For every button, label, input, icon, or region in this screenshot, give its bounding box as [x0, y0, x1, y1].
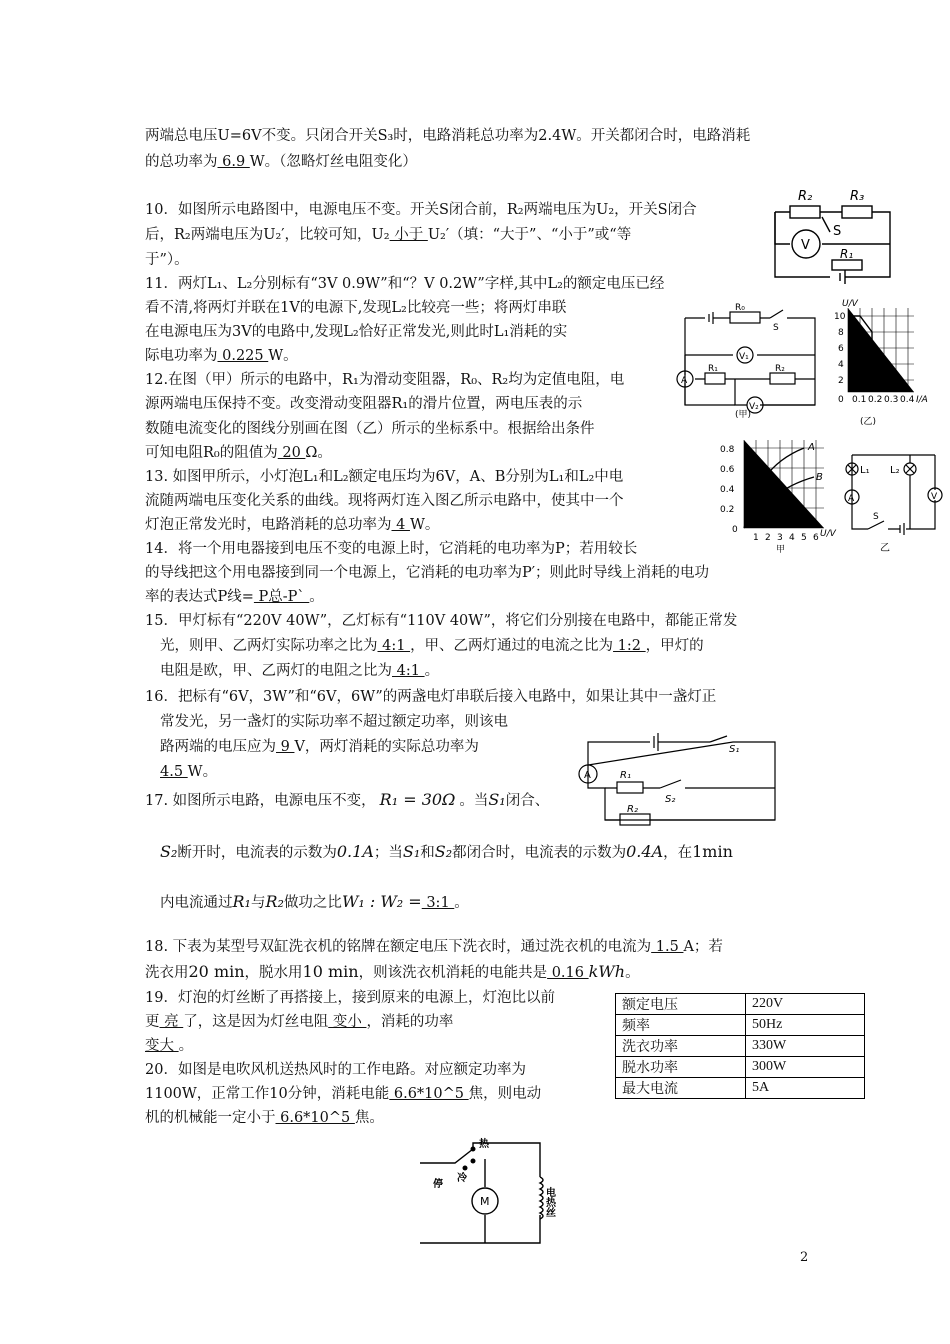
- q16-line-2: 常发光，另一盏灯的实际功率不超过额定功率，则该电: [160, 714, 508, 730]
- heater-label: 电热丝: [543, 1187, 555, 1217]
- table-row: 额定电压 220V: [616, 994, 865, 1015]
- fig-yi-label: (乙): [860, 417, 877, 427]
- q13-line-2: 流随两端电压变化关系的曲线。现将两灯连入图乙所示电路中，使其中一个: [145, 493, 624, 509]
- q10-circuit-figure: [770, 182, 900, 290]
- y-tick: 2: [838, 376, 844, 386]
- q11-line-4: 际电功率为 0.225 W。: [145, 348, 298, 364]
- fig-jia-label: 甲: [776, 545, 786, 555]
- q12-graph-figure: [820, 296, 938, 428]
- r1-label: R₁: [840, 247, 854, 261]
- q15-line-3: 电阻是欧，甲、乙两灯的电阻之比为 4:1 。: [160, 663, 440, 679]
- q15-line-1: 15．甲灯标有“220V 40W”，乙灯标有“110V 40W”，将它们分别接在电路中，都能正常发: [145, 613, 738, 629]
- x-tick: 0.2: [868, 395, 883, 405]
- q18-line-1: 18. 下表为某型号双缸洗衣机的铭牌在额定电压下洗衣时，通过洗衣机的电流为 1.5 A；若: [145, 939, 723, 955]
- v1-label: V₁: [739, 352, 749, 362]
- motor-label: M: [480, 1195, 490, 1208]
- y-tick: 0.2: [720, 505, 735, 515]
- r0-label: R₀: [735, 303, 745, 313]
- graph-x-unit: I/A: [916, 395, 928, 405]
- x-tick: 0.1: [852, 395, 867, 405]
- q16-line-1: 16．把标有“6V，3W”和“6V，6W”的两盏电灯串联后接入电路中，如果让其中一盏灯正: [145, 689, 717, 705]
- x-tick: 3: [777, 533, 783, 543]
- r2b-label: R₂: [775, 364, 785, 374]
- q17-circuit-figure: [575, 730, 785, 832]
- q17-line-2: S₂断开时，电流表的示数为0.1A；当S₁和S₂都闭合时，电流表的示数为0.4A，在1min: [160, 842, 733, 861]
- graph-x-unit: U/V: [820, 529, 836, 539]
- q20-line-1: 20．如图是电吹风机送热风时的工作电路。对应额定功率为: [145, 1062, 526, 1078]
- voltmeter-label: V: [931, 492, 938, 502]
- v2-label: V₂: [749, 402, 759, 412]
- table-row: 频率 50Hz: [616, 1015, 865, 1036]
- q12-line-2: 源两端电压保持不变。改变滑动变阻器R₁的滑片位置，两电压表的示: [145, 396, 583, 412]
- voltmeter-label: V: [801, 238, 810, 253]
- y-tick: 10: [834, 312, 846, 322]
- q17-line-3: 内电流通过R₁与R₂做功之比W₁ : W₂ = 3:1 。: [160, 892, 469, 911]
- q11-line-1: 11．两灯L₁、L₂分别标有“3V 0.9W”和“？V 0.2W”字样,其中L₂的额定电压已经: [145, 276, 665, 292]
- q13-line-1: 13. 如图甲所示，小灯泡L₁和L₂额定电压均为6V，A、B分别为L₁和L₂中电: [145, 469, 624, 485]
- q20-line-3: 机的机械能一定小于 6.6*10^5 焦。: [145, 1110, 384, 1126]
- s1-label: S₁: [729, 744, 740, 755]
- x-tick: 0.4: [900, 395, 915, 405]
- q16-line-4: 4.5 W。: [160, 764, 218, 780]
- fig-jia-label: (甲): [735, 410, 752, 418]
- l1-label: L₁: [860, 465, 870, 476]
- q11-line-3: 在电源电压为3V的电路中,发现L₂恰好正常发光,则此时L₁消耗的实: [145, 324, 568, 340]
- y-tick: 0.4: [720, 485, 735, 495]
- q19-line-2: 更 亮 了，这是因为灯丝电阻 变小 ，消耗的功率: [145, 1014, 454, 1030]
- q11-line-2: 看不清,将两灯并联在1V的电源下,发现L₂比较亮一些；将两灯串联: [145, 300, 567, 316]
- x-tick: 2: [765, 533, 771, 543]
- x-tick: 6: [813, 533, 819, 543]
- table-row: 最大电流 5A: [616, 1078, 865, 1099]
- q13-line-3: 灯泡正常发光时，电路消耗的总功率为 4 W。: [145, 517, 440, 533]
- q19-line-3: 变大 。: [145, 1038, 194, 1054]
- q18-line-2: 洗衣用20 min，脱水用10 min，则该洗衣机消耗的电能共是 0.16 kWh。: [145, 962, 640, 981]
- y-tick: 4: [838, 360, 844, 370]
- table-row: 脱水功率 300W: [616, 1057, 865, 1078]
- q13-circuit-figure: [840, 445, 945, 557]
- graph-y-unit: U/V: [842, 299, 858, 309]
- y-tick: 0: [838, 395, 844, 405]
- s-label: S: [833, 224, 842, 239]
- q14-line-1: 14．将一个用电器接到电压不变的电源上时，它消耗的电功率为P；若用较长: [145, 541, 638, 557]
- q20-hairdryer-figure: [415, 1135, 565, 1250]
- ammeter-label: A: [848, 494, 855, 504]
- q13-graph-figure: [714, 432, 840, 556]
- l2-label: L₂: [890, 465, 900, 476]
- r3-label: R₃: [850, 189, 865, 204]
- q15-line-2: 光，则甲、乙两灯实际功率之比为 4:1 ，甲、乙两灯通过的电流之比为 1:2 ，甲灯的: [160, 638, 704, 654]
- r1b-label: R₁: [708, 364, 718, 374]
- curve-b-label: B: [816, 472, 823, 483]
- r2-label: R₂: [627, 804, 638, 815]
- cold-label: 冷: [457, 1173, 467, 1184]
- q10-line-3: 于”）。: [145, 252, 189, 268]
- q12-line-1: 12.在图（甲）所示的电路中，R₁为滑动变阻器，R₀、R₂均为定值电阻，电: [145, 372, 625, 388]
- q20-line-2: 1100W，正常工作10分钟，消耗电能 6.6*10^5 焦，则电动: [145, 1086, 542, 1102]
- line-top-2: 的总功率为 6.9 W。（忽略灯丝电阻变化）: [145, 154, 417, 170]
- table-row: 洗衣功率 330W: [616, 1036, 865, 1057]
- x-tick: 0.3: [884, 395, 899, 405]
- q17-line-1: 17. 如图所示电路，电源电压不变， R₁ = 30Ω 。当S₁闭合、: [145, 790, 550, 809]
- q19-line-1: 19．灯泡的灯丝断了再搭接上，接到原来的电源上，灯泡比以前: [145, 990, 555, 1006]
- ammeter-label: A: [681, 376, 688, 386]
- stop-label: 停: [433, 1179, 443, 1190]
- r2-label: R₂: [798, 189, 813, 204]
- q10-line-2: 后，R₂两端电压为U₂′，比较可知，U₂ 小于 U₂′（填：“大于”、“小于”或“等: [145, 227, 632, 243]
- y-tick: 0: [732, 525, 738, 535]
- s-label: S: [873, 512, 879, 522]
- x-tick: 4: [789, 533, 795, 543]
- ammeter-label: A: [584, 770, 591, 781]
- q14-line-3: 率的表达式P线= P总-P` 。: [145, 589, 324, 605]
- y-tick: 8: [838, 328, 844, 338]
- q12-line-3: 数随电流变化的图线分别画在图（乙）所示的坐标系中。根据给出条件: [145, 421, 595, 437]
- hot-label: 热: [479, 1139, 489, 1150]
- page-number: 2: [800, 1250, 809, 1265]
- s2-label: S₂: [665, 794, 676, 805]
- line-top-1: 两端总电压U=6V不变。只闭合开关S₃时，电路消耗总功率为2.4W。开关都闭合时，电路消耗: [145, 128, 751, 144]
- r1-label: R₁: [620, 770, 631, 781]
- q12-line-4: 可知电阻R₀的阻值为 20 Ω。: [145, 445, 332, 461]
- s-small-label: S: [773, 323, 779, 333]
- y-tick: 0.6: [720, 465, 735, 475]
- q16-line-3: 路两端的电压应为 9 V，两灯消耗的实际总功率为: [160, 739, 479, 755]
- y-tick: 6: [838, 344, 844, 354]
- x-tick: 5: [801, 533, 807, 543]
- q14-line-2: 的导线把这个用电器接到同一个电源上，它消耗的电功率为P′；则此时导线上消耗的电功: [145, 565, 710, 581]
- curve-a-label: A: [808, 442, 815, 453]
- fig-yi-label: 乙: [880, 543, 890, 554]
- x-tick: 1: [753, 533, 759, 543]
- q12-circuit-figure: [675, 300, 823, 418]
- washer-spec-table: [615, 993, 865, 1099]
- y-tick: 0.8: [720, 445, 735, 455]
- q10-line-1: 10．如图所示电路图中，电源电压不变。开关S闭合前，R₂两端电压为U₂，开关S闭合: [145, 202, 697, 218]
